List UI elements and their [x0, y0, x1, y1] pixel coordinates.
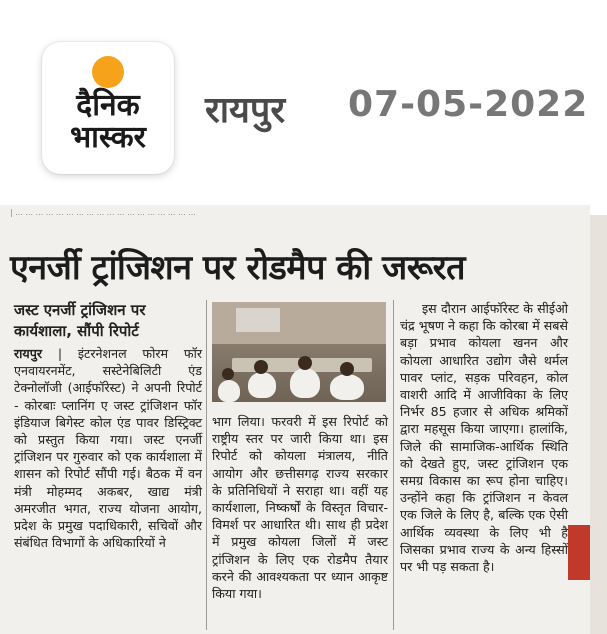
dainik-bhaskar-logo — [42, 42, 174, 174]
article-subheadline: जस्ट एनर्जी ट्रांजिशन पर कार्यशाला, सौंपी रिपोर्ट — [14, 301, 146, 340]
workshop-photo — [212, 302, 386, 402]
logo-text-line2: भास्कर — [70, 120, 146, 155]
column-3-text: इस दौरान आईफॉरेस्ट के सीईओ चंद्र भूषण ने कहा कि कोरबा में सबसे बड़ा प्रभाव कोयला खनन और कोयला आधारित उद्योग जैसे थर्मल पावर प्लांट, सड़क परिवहन, कोल वाशरी आदि में आजीविका के लिए निर्भर 85 हजार से अधिक श्रमिकों द्वारा महसूस किया जाएगा। हालांकि, जिले की सामाजिक-आर्थिक स्थिति को देखते हुए, जस्ट ट्रांजिशन एक समग्र विकास का रूप होना चाहिए। उन्होंने कहा कि ट्रांजिशन न केवल एक जिले के लिए है, बल्कि एक ऐसी आर्थिक व्यवस्था के लिए भी है जिसका प्रभाव राज्य के अन्य हिस्सों पर भी पड़ सकता है। — [400, 301, 568, 575]
column-divider — [206, 300, 207, 630]
cut-off-text: | ... ... ... ... ... ... ... ... ... ... ... ... ... ... ... ... ... ... — [10, 209, 196, 217]
newspaper-clipping — [0, 205, 590, 634]
article-headline: एनर्जी ट्रांजिशन पर रोडमैप की जरूरत — [10, 248, 465, 288]
column-2-text: भाग लिया। फरवरी में इस रिपोर्ट को राष्ट्रीय स्तर पर जारी किया था। इस रिपोर्ट को कोयला मंत्रालय, नीति आयोग और छत्तीसगढ़ राज्य सरकार के प्रतिनिधियों ने सराहा था। वहीं यह कार्यशाला, निष्कर्षों के विस्तृत विचार-विमर्श पर आधारित थी। साथ ही प्रदेश में प्रमुख कोयला जिलों में जस्ट ट्रांजिशन के लिए एक रोडमैप तैयार करने की आवश्यकता पर ध्यान आकृष्ट किया गया। — [212, 414, 388, 602]
edition-date: 07-05-2022 — [348, 84, 589, 125]
header — [0, 0, 607, 205]
logo-text-line1: दैनिक — [76, 88, 140, 123]
clipping-edge — [590, 215, 607, 634]
sun-icon — [92, 56, 124, 88]
column-divider — [393, 300, 394, 630]
column-1-body: | इंटरनेशनल फोरम फॉर एनवायरनमेंट, सस्टेनेबिलिटी एंड टेक्नोलॉजी (आईफॉरेस्ट) ने अपनी रिपोर्ट - कोरबाः प्लानिंग ए जस्ट ट्रांजिशन फॉर इंडियाज बिगेस्ट कोल एंड पावर डिस्ट्रिक्ट को प्रस्तुत किया गया। जस्ट एनर्जी ट्रांजिशन पर गुरुवार को एक कार्यशाला में शासन को रिपोर्ट सौंपी गई। बैठक में वन मंत्री मोहम्मद अकबर, खाद्य मंत्री अमरजीत भगत, राज्य योजना आयोग, प्रदेश के प्रमुख पदाधिकारी, सचिवों और संबंधित विभागों के अधिकारियों ने — [14, 346, 202, 551]
city-name: रायपुर — [205, 90, 286, 131]
adjacent-ad-fragment — [568, 525, 590, 580]
column-1-text — [14, 345, 202, 551]
dateline: रायपुर — [14, 346, 43, 361]
